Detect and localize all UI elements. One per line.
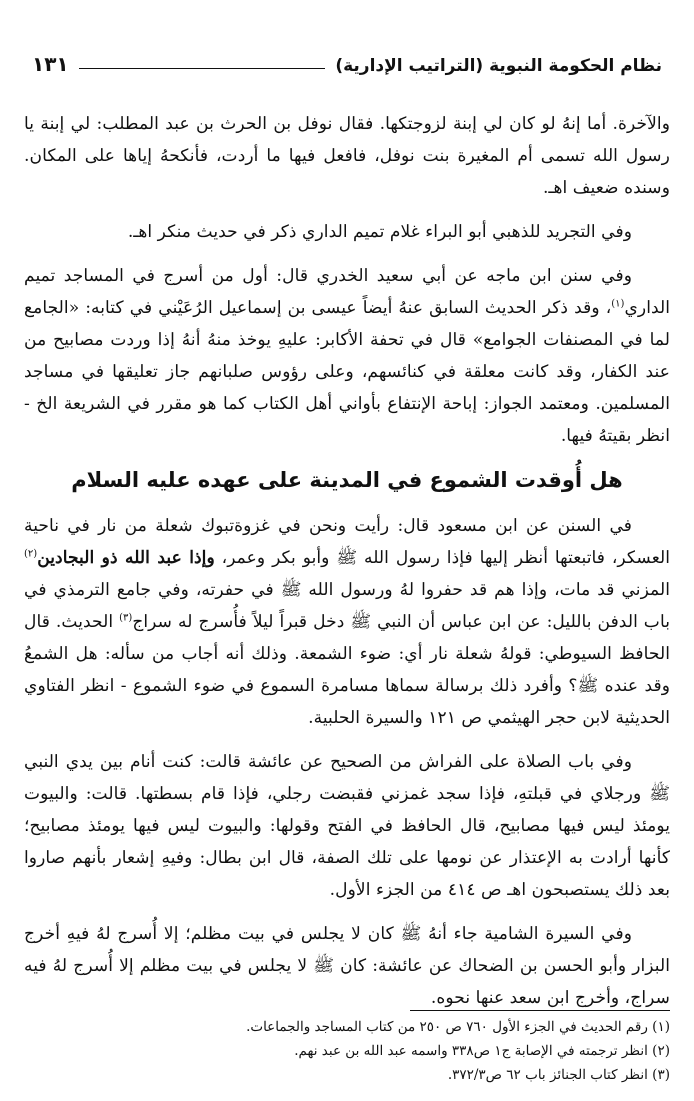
paragraph-1-line-1: والآخرة. أما إنهُ لو كان لي إبنة لزوجتكها. فقال نوفل بن الحرث بن عبد المطلب: لي إبنة	[40, 114, 670, 134]
running-title: نظام الحكومة النبوية (التراتيب الإدارية)	[335, 56, 662, 76]
footnotes	[24, 1010, 670, 1087]
page-number: ١٣١	[32, 52, 69, 76]
footnote-ref-2: (٢)	[24, 548, 38, 560]
paragraph-6: وفي السيرة الشامية جاء أنهُ ﷺ كان لا يجلس في بيت مظلم؛ إلا أُسرج لهُ فيهِ أخرج البزار وأبو الحسن بن الضحاك عن عائشة: كان ﷺ لا يجلس في بيت مظلم إلا أُسرج لهُ فيه سراج، وأخرج ابن سعد عنها نحوه.	[24, 924, 670, 1008]
paragraph-3-text-a: وفي سنن ابن ماجه عن أبي سعيد الخدري قال: أول من أسرج في المساجد تميم الداري	[24, 266, 670, 318]
footnote-3: (٣) انظر كتاب الجنائز باب ٦٢ ص٣٧٢/٣.	[447, 1067, 670, 1083]
footnote-ref-3: (٣)	[119, 612, 133, 624]
paragraph-5: وفي باب الصلاة على الفراش من الصحيح عن عائشة قالت: كنت أنام بين يدي النبي ﷺ ورجلاي في قبلتهِ، فإذا سجد غمزني فقبضت رجلي، فإذا قام بسطتها. قالت: والبيوت يومئذ ليس فيها مصابيح، قال الحافظ في الفتح وقولها: والبيوت ليس فيها يومئذ مصابيح؛ كأنها أرادت به الإعتذار عن نومها على تلك الصفة، قال ابن بطال: وفيهِ إشعار بأنهم صاروا بعد ذلك يستصبحون اهـ ص ٤١٤ من الجزء الأول.	[24, 752, 670, 900]
page-body	[24, 108, 670, 1026]
paragraph-4-bold-text: وإذا عبد الله ذو البجادين	[37, 548, 215, 568]
footnote-2: (٢) انظر ترجمته في الإصابة ج١ ص٣٣٨ واسمه عبد الله بن عبد نهم.	[294, 1043, 670, 1059]
paragraph-3	[24, 260, 670, 452]
paragraph-4-text-b: المزني قد مات، وإذا هم قد حفروا لهُ ورسول الله ﷺ في حفرته، وفي جامع الترمذي في باب الدفن بالليل: عن ابن عباس أن النبي ﷺ دخل قبراً ليلاً فأُسرج له سراج	[24, 580, 671, 632]
page-header	[32, 40, 662, 76]
paragraph-4-text-c: الحديث. قال الحافظ السيوطي: قولهُ شعلة نار أي: ضوء الشمعة. وذلك أنه أجاب من سأله: هل الشمعُ وقد عنده ﷺ؟ وأفرد ذلك برسالة سماها مسامرة السموع في ضوء الشموع - انظر الفتاوي الحديثية لابن حجر الهيثمي ص ١٢١ والسيرة الحلبية.	[24, 612, 670, 728]
header-rule	[79, 68, 326, 69]
footnote-rule	[410, 1010, 670, 1011]
footnote-1: (١) رقم الحديث في الجزء الأول ٧٦٠ ص ٢٥٠ من كتاب المساجد والجماعات.	[246, 1019, 670, 1035]
paragraph-4	[24, 510, 670, 734]
paragraph-3-text-b: ، وقد ذكر الحديث السابق عنهُ أيضاً عيسى بن إسماعيل الرُعَيْني في كتابه: «الجامع لما في المصنفات الجوامع» قال في تحفة الأكابر: عليهِ يوخذ منهُ أنهُ إذا وردت مصابيح من عند الكفار، وقد كانت معلقة في كنائسهم، وعلى رؤوس صلبانهم جاز تعليقها في مساجد المسلمين. ومعتمد الجواز: إباحة الإنتفاع بأواني أهل الكتاب كما هو مقرر في الشريعة الخ - انظر بقيتهُ فيها.	[24, 298, 670, 446]
paragraph-1	[24, 108, 670, 204]
paragraph-2: وفي التجريد للذهبي أبو البراء غلام تميم الداري ذكر في حديث منكر اهـ.	[127, 222, 632, 242]
footnote-ref-1: (١)	[611, 298, 625, 310]
paragraph-1-line-2: يا رسول الله تسمى أم المغيرة بنت نوفل، فافعل فيها ما أردت، فأنكحهُ إياها على المكان.	[24, 114, 670, 166]
section-heading: هل أُوقدت الشموع في المدينة على عهده عليه السلام	[71, 468, 623, 492]
paragraph-4-text-a: في السنن عن ابن مسعود قال: رأيت ونحن في غزوةتبوك شعلة من نار في ناحية العسكر، فاتبعتها أنظر إليها فإذا رسول الله ﷺ وأبو بكر وعمر،	[24, 516, 670, 568]
paragraph-1-line-3: وسنده ضعيف اهـ.	[542, 178, 670, 198]
